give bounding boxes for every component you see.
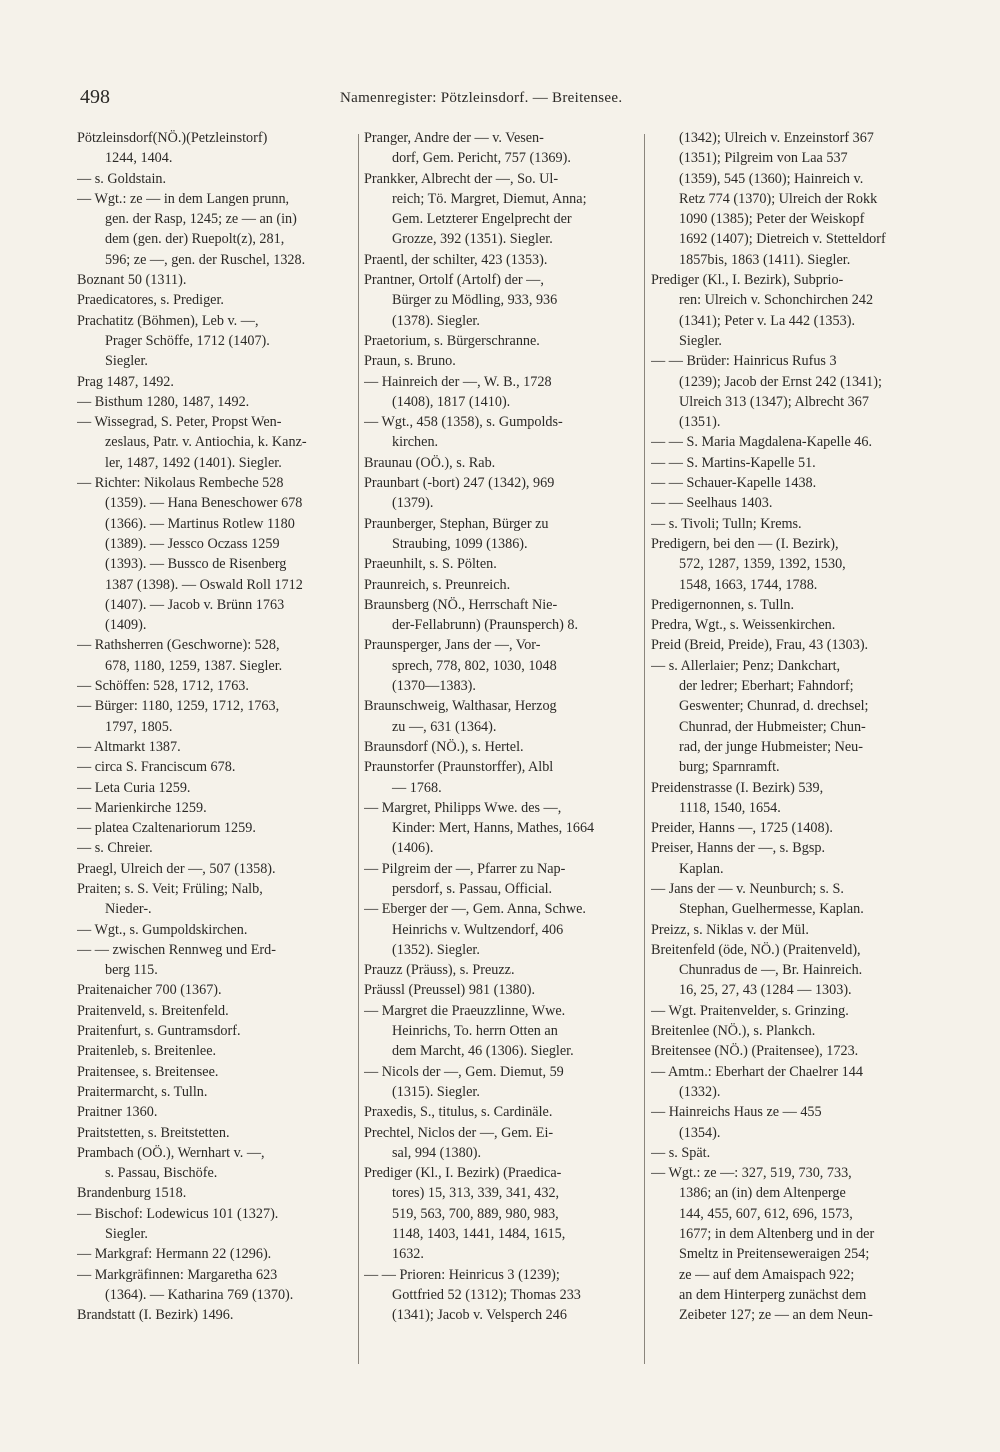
index-line: der-Fellabrunn) (Praunsperch) 8. [392,617,579,634]
index-line: (1359). — Hana Beneschower 678 [105,495,303,512]
index-line: Braunsdorf (NÖ.), s. Hertel. [364,738,524,755]
index-line: (1352). Siegler. [392,941,480,958]
index-line: dorf, Gem. Pericht, 757 (1369). [392,150,571,167]
index-line: — — Brüder: Hainricus Rufus 3 [651,353,837,370]
index-line: Praunreich, s. Preunreich. [364,576,511,593]
index-line: Praitenveld, s. Breitenfeld. [77,1002,229,1019]
index-line: — Margret die Praeuzzlinne, Wwe. [364,1002,566,1019]
index-line: Praegl, Ulreich der —, 507 (1358). [77,860,276,877]
index-line: (1354). [679,1124,721,1141]
index-line: 16, 25, 27, 43 (1284 — 1303). [679,982,852,999]
index-line: 1797, 1805. [105,718,173,735]
index-line: Braunsberg (NÖ., Herrschaft Nie- [364,596,558,613]
index-line: Kaplan. [679,860,724,877]
index-line: — — Prioren: Heinricus 3 (1239); [364,1266,560,1283]
index-line: Siegler. [105,1226,148,1243]
index-line: — Nicols der —, Gem. Diemut, 59 [364,1063,564,1080]
index-line: — platea Czaltenariorum 1259. [77,820,256,837]
index-line: (1408), 1817 (1410). [392,393,511,410]
index-line: (1409). [105,617,147,634]
index-line: Braunau (OÖ.), s. Rab. [364,454,496,471]
index-line: Prauzz (Präuss), s. Preuzz. [364,962,515,979]
index-line: Heinrichs, To. herrn Otten an [392,1023,558,1040]
index-line: — Wgt. Praitenvelder, s. Grinzing. [651,1002,849,1019]
index-line: persdorf, s. Passau, Official. [392,880,553,897]
index-line: Prankker, Albrecht der —, So. Ul- [364,170,559,187]
index-line: 1148, 1403, 1441, 1484, 1615, [392,1226,566,1243]
index-line: 1677; in dem Altenberg und in der [679,1226,875,1243]
index-line: Geswenter; Chunrad, d. drechsel; [679,698,869,715]
index-line: Gottfried 52 (1312); Thomas 233 [392,1286,581,1303]
index-line: Stephan, Guelhermesse, Kaplan. [679,901,864,918]
index-line: Prager Schöffe, 1712 (1407). [105,332,270,349]
index-line: Breitenlee (NÖ.), s. Plankch. [651,1023,816,1040]
index-line: (1378). Siegler. [392,312,480,329]
index-line: Prantner, Ortolf (Artolf) der —, [364,272,544,289]
index-line: — Bürger: 1180, 1259, 1712, 1763, [77,698,280,715]
index-line: Nieder-. [105,901,152,918]
index-line: Heinrichs v. Wultzendorf, 406 [392,921,564,938]
index-line: dem (gen. der) Ruepolt(z), 281, [105,231,285,248]
index-line: 1632. [392,1246,424,1263]
index-line: — Hainreich der —, W. B., 1728 [364,373,552,390]
index-line: — Eberger der —, Gem. Anna, Schwe. [364,901,586,918]
index-line: Praitstetten, s. Breitstetten. [77,1124,230,1141]
index-line: — — S. Martins-Kapelle 51. [651,454,816,471]
index-line: — Marienkirche 1259. [77,799,207,816]
index-line: — Bisthum 1280, 1487, 1492. [77,393,250,410]
index-line: — Altmarkt 1387. [77,738,181,755]
index-line: Ulreich 313 (1347); Albrecht 367 [679,393,869,410]
index-line: — — Schauer-Kapelle 1438. [651,475,817,492]
index-line: Preider, Hanns —, 1725 (1408). [651,820,833,837]
index-line: Predra, Wgt., s. Weissenkirchen. [651,617,836,634]
index-line: 144, 455, 607, 612, 696, 1573, [679,1205,853,1222]
index-line: — Wissegrad, S. Peter, Propst Wen- [77,414,282,431]
index-line: (1341); Jacob v. Velsperch 246 [392,1307,567,1324]
index-line: 596; ze —, gen. der Ruschel, 1328. [105,251,306,268]
index-line: Praunbart (-bort) 247 (1342), 969 [364,475,555,492]
index-line: — s. Goldstain. [77,170,167,187]
index-line: Kinder: Mert, Hanns, Mathes, 1664 [392,820,595,837]
index-line: Chunrad, der Hubmeister; Chun- [679,718,866,735]
index-line: ler, 1487, 1492 (1401). Siegler. [105,454,282,471]
index-line: Siegler. [679,332,722,349]
index-line: Prediger (Kl., I. Bezirk), Subprio- [651,272,844,289]
index-line: Gem. Letzterer Engelprecht der [392,211,572,228]
index-line: — — Seelhaus 1403. [651,495,773,512]
index-line: Praentl, der schilter, 423 (1353). [364,251,548,268]
index-line: (1379). [392,495,434,512]
index-line: 1244, 1404. [105,150,173,167]
index-line: 1692 (1407); Dietreich v. Stetteldorf [679,231,886,248]
index-line: Preid (Breid, Preide), Frau, 43 (1303). [651,637,869,654]
index-line: Preidenstrasse (I. Bezirk) 539, [651,779,824,796]
index-line: — s. Allerlaier; Penz; Dankchart, [651,657,841,674]
index-line: 572, 1287, 1359, 1392, 1530, [679,556,846,573]
index-line: dem Marcht, 46 (1306). Siegler. [392,1043,574,1060]
index-line: (1364). — Katharina 769 (1370). [105,1286,294,1303]
column-divider [358,134,359,1364]
index-line: zu —, 631 (1364). [392,718,497,735]
index-line: kirchen. [392,434,439,451]
index-line: Praitner 1360. [77,1104,158,1121]
index-line: Praedicatores, s. Prediger. [77,292,224,309]
index-line: (1315). Siegler. [392,1083,480,1100]
column-divider [644,134,645,1364]
index-line: — Richter: Nikolaus Rembeche 528 [77,475,284,492]
index-line: Straubing, 1099 (1386). [392,535,528,552]
index-line: 1386; an (in) dem Altenperge [679,1185,846,1202]
index-line: — Jans der — v. Neunburch; s. S. [651,880,844,897]
index-line: — Hainreichs Haus ze — 455 [651,1104,822,1121]
index-line: — Leta Curia 1259. [77,779,191,796]
index-line: Praeunhilt, s. S. Pölten. [364,556,497,573]
index-line: Praxedis, S., titulus, s. Cardinäle. [364,1104,553,1121]
index-line: — Amtm.: Eberhart der Chaelrer 144 [651,1063,863,1080]
index-line: Präussl (Preussel) 981 (1380). [364,982,536,999]
index-line: Praetorium, s. Bürgerschranne. [364,332,540,349]
index-line: Prag 1487, 1492. [77,373,174,390]
index-line: — Pilgreim der —, Pfarrer zu Nap- [364,860,566,877]
index-line: (1366). — Martinus Rotlew 1180 [105,515,295,532]
index-line: Retz 774 (1370); Ulreich der Rokk [679,190,878,207]
index-line: 1118, 1540, 1654. [679,799,781,816]
index-line: — Wgt., s. Gumpoldskirchen. [77,921,248,938]
index-line: Boznant 50 (1311). [77,272,187,289]
index-line: (1351). [679,414,721,431]
index-line: s. Passau, Bischöfe. [105,1165,218,1182]
index-line: (1359), 545 (1360); Hainreich v. [679,170,864,187]
index-line: Praitenleb, s. Breitenlee. [77,1043,217,1060]
index-line: Praunstorfer (Praunstorffer), Albl [364,759,554,776]
index-line: 678, 1180, 1259, 1387. Siegler. [105,657,283,674]
index-line: (1342); Ulreich v. Enzeinstorf 367 [679,130,874,146]
index-line: 1548, 1663, 1744, 1788. [679,576,818,593]
index-column-2 [364,128,636,1326]
index-line: — s. Spät. [651,1144,711,1161]
index-line: Prediger (Kl., I. Bezirk) (Praedica- [364,1165,562,1182]
index-line: 1387 (1398). — Oswald Roll 1712 [105,576,303,593]
index-line: burg; Sparnramft. [679,759,780,776]
index-line: — s. Chreier. [77,840,153,857]
index-line: reich; Tö. Margret, Diemut, Anna; [392,190,587,207]
index-line: (1370—1383). [392,678,476,695]
index-line: tores) 15, 313, 339, 341, 432, [392,1185,560,1202]
index-line: Prechtel, Niclos der —, Gem. Ei- [364,1124,554,1141]
index-line: Prachatitz (Böhmen), Leb v. —, [77,312,259,329]
index-line: — Margret, Philipps Wwe. des —, [364,799,562,816]
index-line: Siegler. [105,353,148,370]
index-line: — Markgräfinnen: Margaretha 623 [77,1266,278,1283]
index-column-3 [651,128,923,1326]
index-line: — Bischof: Lodewicus 101 (1327). [77,1205,279,1222]
page-number: 498 [80,86,110,108]
index-line: ren: Ulreich v. Schonchirchen 242 [679,292,874,309]
index-line: gen. der Rasp, 1245; ze — an (in) [105,211,297,228]
index-line: Praun, s. Bruno. [364,353,456,370]
running-header: Namenregister: Pötzleinsdorf. — Breitensee. [340,90,623,106]
index-line: Breitenfeld (öde, NÖ.) (Praitenveld), [651,941,861,958]
index-line: Praunsperger, Jans der —, Vor- [364,637,541,654]
index-line: — Wgt.: ze — in dem Langen prunn, [77,190,290,207]
index-line: — 1768. [392,779,442,796]
index-line: (1406). [392,840,434,857]
index-line: 1090 (1385); Peter der Weiskopf [679,211,865,228]
index-line: ze — auf dem Amaispach 922; [679,1266,855,1283]
index-line: (1341); Peter v. La 442 (1353). [679,312,855,329]
index-line: — — zwischen Rennweg und Erd- [77,941,276,958]
index-line: Predigernonnen, s. Tulln. [651,596,795,613]
index-line: — Markgraf: Hermann 22 (1296). [77,1246,272,1263]
index-line: Praiten; s. S. Veit; Früling; Nalb, [77,880,263,897]
index-line: an dem Hinterperg zunächst dem [679,1286,867,1303]
index-line: — s. Tivoli; Tulln; Krems. [651,515,802,532]
index-line: Grozze, 392 (1351). Siegler. [392,231,553,248]
index-line: sprech, 778, 802, 1030, 1048 [392,657,557,674]
index-line: Pötzleinsdorf(NÖ.)(Petzleinstorf) [77,130,268,146]
index-line: Smeltz in Preitenseweraigen 254; [679,1246,870,1263]
index-line: Bürger zu Mödling, 933, 936 [392,292,558,309]
index-line: Preizz, s. Niklas v. der Mül. [651,921,809,938]
index-line: sal, 994 (1380). [392,1144,482,1161]
index-line: Prambach (OÖ.), Wernhart v. —, [77,1144,265,1161]
index-line: 519, 563, 700, 889, 980, 983, [392,1205,559,1222]
index-line: (1407). — Jacob v. Brünn 1763 [105,596,285,613]
index-line: Brandstatt (I. Bezirk) 1496. [77,1307,234,1324]
index-column-1 [77,128,353,1326]
index-line: (1332). [679,1083,721,1100]
index-line: zeslaus, Patr. v. Antiochia, k. Kanz- [105,434,307,451]
index-line: Braunschweig, Walthasar, Herzog [364,698,557,715]
index-line: Praitensee, s. Breitensee. [77,1063,219,1080]
index-line: 1857bis, 1863 (1411). Siegler. [679,251,851,268]
index-line: — circa S. Franciscum 678. [77,759,236,776]
index-line: (1389). — Jessco Oczass 1259 [105,535,280,552]
index-line: berg 115. [105,962,158,979]
index-line: Predigern, bei den — (I. Bezirk), [651,535,839,552]
index-line: — Rathsherren (Geschworne): 528, [77,637,280,654]
index-line: Zeibeter 127; ze — an dem Neun- [679,1307,873,1324]
index-line: Praitenaicher 700 (1367). [77,982,222,999]
index-line: Pranger, Andre der — v. Vesen- [364,130,544,146]
index-line: — Wgt.: ze —: 327, 519, 730, 733, [651,1165,852,1182]
index-line: — — S. Maria Magdalena-Kapelle 46. [651,434,873,451]
index-line: Praitenfurt, s. Guntramsdorf. [77,1023,241,1040]
index-line: Brandenburg 1518. [77,1185,187,1202]
index-line: Chunradus de —, Br. Hainreich. [679,962,863,979]
index-line: (1393). — Bussco de Risenberg [105,556,287,573]
index-line: Praunberger, Stephan, Bürger zu [364,515,549,532]
index-line: — Schöffen: 528, 1712, 1763. [77,678,249,695]
index-line: (1351); Pilgreim von Laa 537 [679,150,848,167]
index-line: Praitermarcht, s. Tulln. [77,1083,208,1100]
index-line: rad, der junge Hubmeister; Neu- [679,738,863,755]
index-line: — Wgt., 458 (1358), s. Gumpolds- [364,414,563,431]
index-line: Preiser, Hanns der —, s. Bgsp. [651,840,825,857]
index-line: der ledrer; Eberhart; Fahndorf; [679,678,854,695]
index-line: (1239); Jacob der Ernst 242 (1341); [679,373,882,390]
index-line: Breitensee (NÖ.) (Praitensee), 1723. [651,1043,859,1060]
